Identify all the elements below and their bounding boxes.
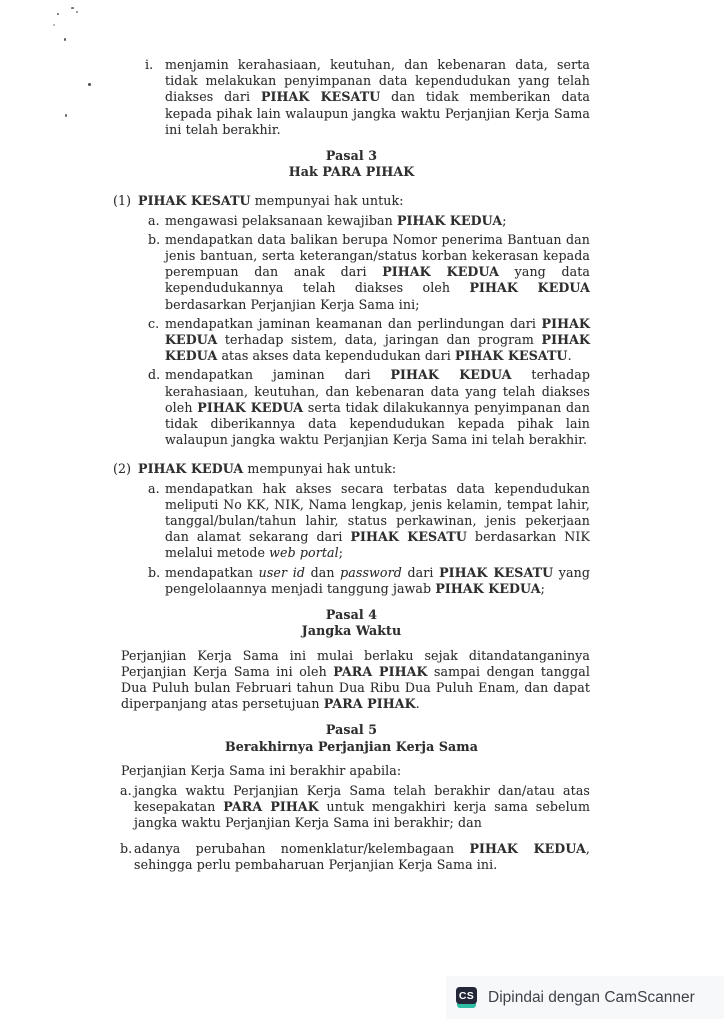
section-heading xyxy=(113,607,590,639)
heading-line: Pasal 3 xyxy=(325,148,378,164)
list-marker: a. xyxy=(148,480,160,496)
text-content: adanya perubahan nomenklatur/kelembagaan PIHAK KEDUA, sehingga perlu pembaharuan Perjanjian Kerja Sama ini. xyxy=(134,840,591,872)
list-item xyxy=(120,841,590,873)
camscanner-icon xyxy=(456,987,477,1008)
list-item xyxy=(148,213,590,229)
list-marker: b. xyxy=(148,564,161,580)
list-item xyxy=(148,481,590,562)
list-item xyxy=(148,367,590,448)
camscanner-icon-dark-layer xyxy=(456,987,477,1004)
camscanner-icon-letters: CS xyxy=(458,989,475,1002)
text-content: Perjanjian Kerja Sama ini berakhir apabila: xyxy=(121,762,402,778)
text-content: jangka waktu Perjanjian Kerja Sama telah berakhir dan/atau atas kesepakatan PARA PIHAK untuk mengakhiri kerja sama sebelum jangka waktu Perjanjian Kerja Sama ini berakhir; dan xyxy=(134,782,590,831)
ink-speck xyxy=(57,13,59,15)
ink-speck xyxy=(53,24,55,26)
paragraph xyxy=(121,763,590,779)
text-content: mendapatkan hak akses secara terbatas data kependudukan meliputi No KK, NIK, Nama lengkap, jenis kelamin, tempat lahir, tanggal/bulan/tahun lahir, status perkawinan, jenis pekerjaan dan alamat sekarang dari PIHAK KESATU berdasarkan NIK melalui metode web portal; xyxy=(165,480,591,561)
list-marker: i. xyxy=(145,57,154,72)
ink-speck xyxy=(64,38,66,41)
heading-line: Hak PARA PIHAK xyxy=(288,164,415,180)
list-marker: (2) xyxy=(113,461,132,477)
list-item xyxy=(120,783,590,832)
list-marker: a. xyxy=(148,212,160,228)
list-marker: b. xyxy=(120,840,133,856)
list-marker: d. xyxy=(148,367,161,383)
text-content: PIHAK KEDUA mempunyai hak untuk: xyxy=(138,461,397,477)
heading-line: Pasal 5 xyxy=(325,722,378,738)
list-item xyxy=(113,461,590,477)
section-heading xyxy=(113,148,590,180)
text-content: mendapatkan jaminan keamanan dan perlindungan dari PIHAK KEDUA terhadap sistem, data, jaringan dan program PIHAK KEDUA atas akses data kependudukan dari PIHAK KESATU. xyxy=(165,315,590,364)
list-marker: c. xyxy=(148,315,160,331)
list-marker: a. xyxy=(120,782,132,798)
heading-line: Pasal 4 xyxy=(325,607,378,623)
heading-line: Jangka Waktu xyxy=(301,623,402,639)
text-content: PIHAK KESATU mempunyai hak untuk: xyxy=(138,193,404,209)
section-heading xyxy=(113,722,590,754)
list-item xyxy=(148,316,590,365)
text-content: menjamin kerahasiaan, keutuhan, dan kebenaran data, serta tidak melakukan penyimpanan data kependudukan yang telah diakses dari PIHAK KESATU dan tidak memberikan data kepada pihak lain walaupun jangka waktu Perjanjian Kerja Sama ini telah berakhir. xyxy=(165,57,590,137)
text-content: Perjanjian Kerja Sama ini mulai berlaku sejak ditandatanganinya Perjanjian Kerja Sama ini oleh PARA PIHAK sampai dengan tanggal Dua Puluh bulan Februari tahun Dua Ribu Dua Puluh Enam, dan dapat diperpanjang atas persetujuan PARA PIHAK. xyxy=(121,647,590,712)
text-content: mendapatkan user id dan password dari PIHAK KESATU yang pengelolaannya menjadi tanggung jawab PIHAK KEDUA; xyxy=(165,564,590,596)
camscanner-watermark-text: Dipindai dengan CamScanner xyxy=(488,988,695,1006)
list-marker: (1) xyxy=(113,193,132,209)
text-content: mengawasi pelaksanaan kewajiban PIHAK KEDUA; xyxy=(165,212,507,228)
list-item xyxy=(148,565,590,597)
ink-speck xyxy=(88,83,91,86)
list-marker: b. xyxy=(148,231,161,247)
paragraph xyxy=(121,648,590,713)
camscanner-footer xyxy=(446,976,724,1019)
ink-speck xyxy=(71,7,74,9)
heading-line: Berakhirnya Perjanjian Kerja Sama xyxy=(225,738,478,754)
list-item xyxy=(148,232,590,313)
ink-speck xyxy=(65,114,67,117)
list-item xyxy=(145,57,590,138)
document-content xyxy=(113,57,590,873)
ink-speck xyxy=(76,11,78,13)
text-content: mendapatkan jaminan dari PIHAK KEDUA terhadap kerahasiaan, keutuhan, dan kebenaran data yang telah diakses oleh PIHAK KEDUA serta tidak dilakukannya penyimpanan dan tidak diberikannya data kependudukan kepada pihak lain walaupun jangka waktu Perjanjian Kerja Sama ini telah berakhir. xyxy=(165,367,590,448)
text-content: mendapatkan data balikan berupa Nomor penerima Bantuan dan jenis bantuan, serta keterangan/status korban kekerasan kepada perempuan dan anak dari PIHAK KEDUA yang data kependudukannya telah diakses oleh PIHAK KEDUA berdasarkan Perjanjian Kerja Sama ini; xyxy=(165,231,591,312)
list-item xyxy=(113,193,590,209)
